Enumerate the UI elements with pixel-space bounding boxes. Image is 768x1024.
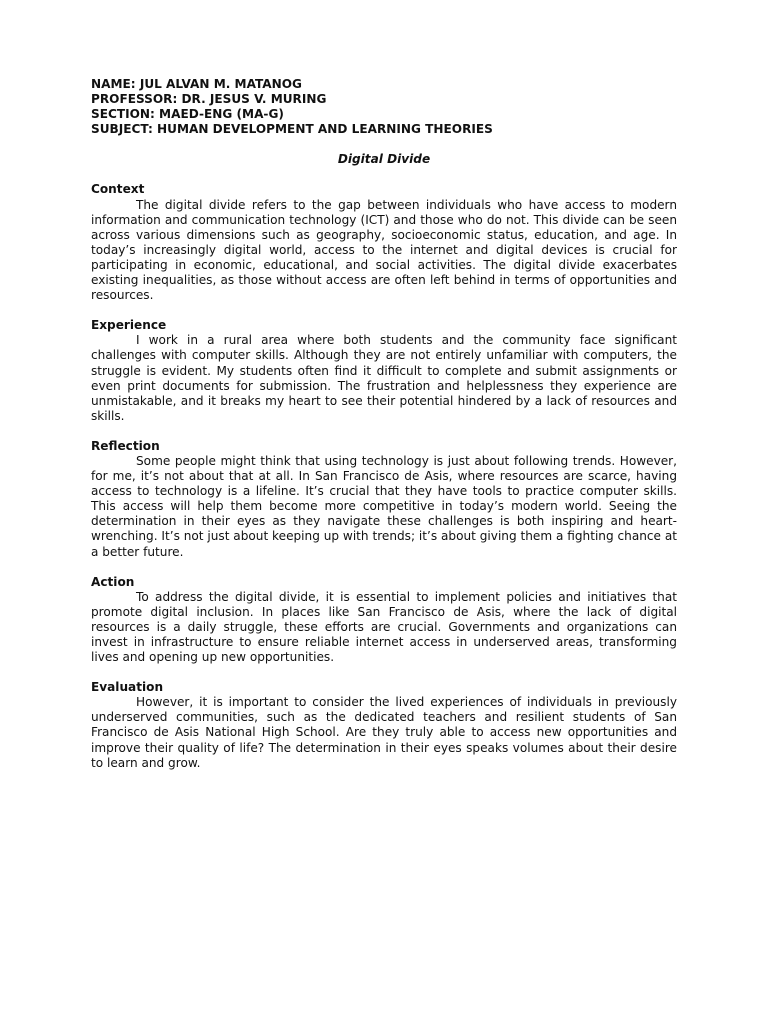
section-heading: Experience xyxy=(91,318,167,333)
subject-info: SUBJECT: HUMAN DEVELOPMENT AND LEARNING THEORIES xyxy=(91,122,493,137)
section-evaluation xyxy=(91,680,677,771)
document-title: Digital Divide xyxy=(337,152,431,167)
section-action xyxy=(91,575,677,666)
professor-name: PROFESSOR: DR. JESUS V. MURING xyxy=(91,92,327,107)
section-paragraph: To address the digital divide, it is essential to implement policies and initiatives that promote digital inclusion. In places like San Francisco de Asis, where the lack of digital resources is a daily struggle, these efforts are crucial. Governments and organizations can invest in infrastructure to ensure reliable internet access in underserved areas, transforming lives and opening up new opportunities. xyxy=(91,589,677,665)
section-info: SECTION: MAED-ENG (MA-G) xyxy=(91,107,284,122)
student-name: NAME: JUL ALVAN M. MATANOG xyxy=(91,77,302,91)
section-heading: Action xyxy=(91,574,135,589)
section-heading: Reflection xyxy=(91,438,160,453)
section-context xyxy=(91,182,677,303)
section-paragraph: I work in a rural area where both students and the community face significant challenges with computer skills. Although they are not entirely unfamiliar with computers, the struggle is evident. My students often find it difficult to complete and submit assignments or even print documents for submission. The frustration and helplessness they experience are unmistakable, and it breaks my heart to see their potential hindered by a lack of resources and skills. xyxy=(91,333,677,423)
section-heading: Evaluation xyxy=(91,680,164,695)
section-paragraph: The digital divide refers to the gap between individuals who have access to modern information and communication technology (ICT) and those who do not. This divide can be seen across various dimensions such as geography, socioeconomic status, education, and age. In today’s increasingly digital world, access to the internet and digital devices is crucial for participating in economic, educational, and social activities. The digital divide exacerbates existing inequalities, as those without access are often left behind in terms of opportunities and resources. xyxy=(91,197,677,303)
section-experience xyxy=(91,318,677,424)
section-paragraph: Some people might think that using technology is just about following trends. However, for me, it’s not about that at all. In San Francisco de Asis, where resources are scarce, having access to technology is a lifeline. It’s crucial that they have tools to practice computer skills. This access will help them become more competitive in today’s modern world. Seeing the determination in their eyes as they navigate these challenges is both inspiring and heart-wrenching. It’s not just about keeping up with trends; it’s about giving them a fighting chance at a better future. xyxy=(91,453,677,559)
section-reflection xyxy=(91,439,677,560)
section-paragraph: However, it is important to consider the lived experiences of individuals in previously underserved communities, such as the dedicated teachers and resilient students of San Francisco de Asis National High School. Are they truly able to access new opportunities and improve their quality of life? The determination in their eyes speaks volumes about their desire to learn and grow. xyxy=(91,695,677,770)
section-heading: Context xyxy=(91,182,145,197)
document-body xyxy=(91,77,677,771)
